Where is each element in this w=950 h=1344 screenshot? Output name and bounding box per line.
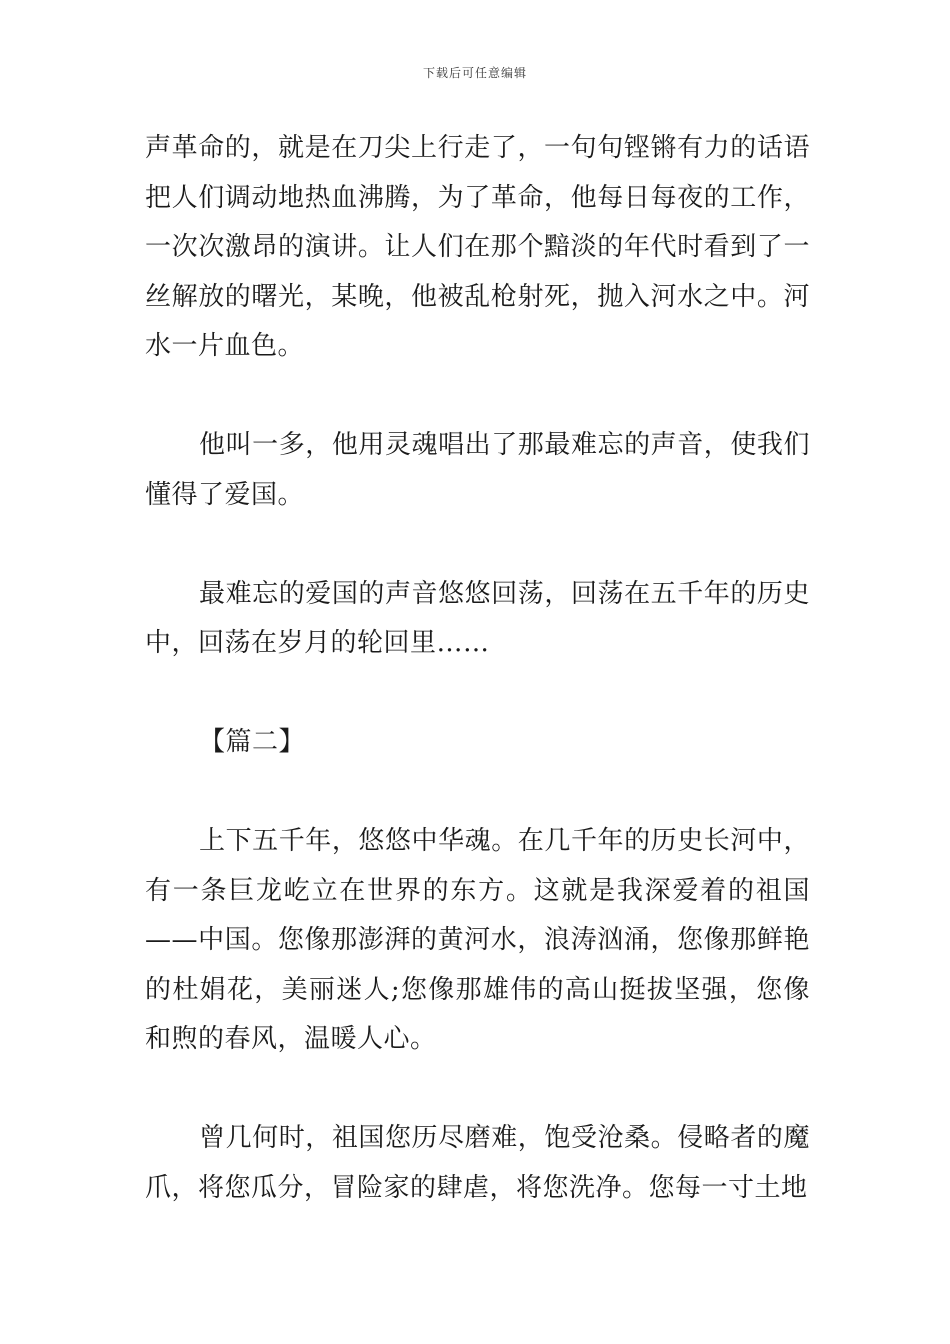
paragraph-gap bbox=[145, 520, 810, 570]
paragraph-gap bbox=[145, 768, 810, 818]
paragraph-gap bbox=[145, 1065, 810, 1115]
paragraph-2: 他叫一多，他用灵魂唱出了那最难忘的声音，使我们懂得了爱国。 bbox=[145, 430, 810, 510]
paragraph-5: 曾几何时，祖国您历尽磨难，饱受沧桑。侵略者的魔爪，将您瓜分，冒险家的肆虐，将您洗净。您每一寸土地 bbox=[145, 1123, 810, 1203]
paragraph-4: 上下五千年，悠悠中华魂。在几千年的历史长河中，有一条巨龙屹立在世界的东方。这就是我深爱着的祖国——中国。您像那澎湃的黄河水，浪涛汹涌，您像那鲜艳的杜娟花，美丽迷人;您像那雄伟的高山挺拔坚强，您像和煦的春风，温暖人心。 bbox=[145, 826, 810, 1054]
paragraph-gap bbox=[145, 669, 810, 719]
paragraph-1: 声革命的，就是在刀尖上行走了，一句句铿锵有力的话语把人们调动地热血沸腾，为了革命，他每日每夜的工作，一次次激昂的演讲。让人们在那个黯淡的年代时看到了一丝解放的曙光，某晚，他被乱枪射死，抛入河水之中。河水一片血色。 bbox=[145, 133, 810, 361]
paragraph-gap bbox=[145, 372, 810, 422]
paragraph-3: 最难忘的爱国的声音悠悠回荡，回荡在五千年的历史中，回荡在岁月的轮回里…… bbox=[145, 578, 810, 658]
section-heading: 【篇二】 bbox=[199, 727, 306, 757]
page-header: 下载后可任意编辑 bbox=[422, 66, 527, 80]
document-body bbox=[145, 124, 810, 1213]
